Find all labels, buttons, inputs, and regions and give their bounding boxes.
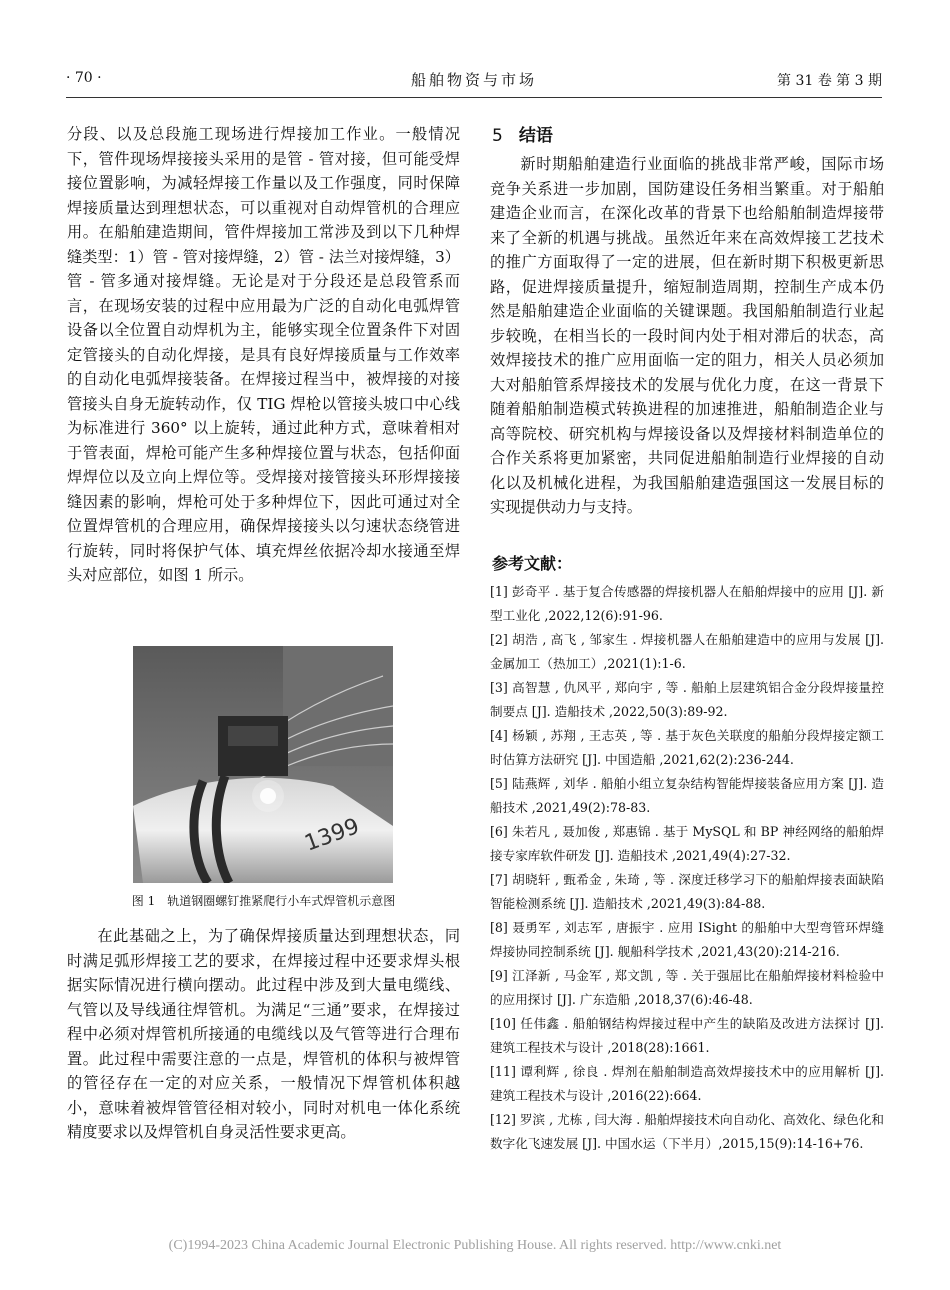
journal-title: 船舶物资与市场 (410, 71, 537, 89)
welding-machine-illustration (133, 646, 393, 883)
reference-item: [2] 胡浩 , 高飞 , 邹家生 . 焊接机器人在船舶建造中的应用与发展 [J]. 金属加工（热加工）,2021(1):1-6. (490, 632, 884, 671)
section-title: 结语 (518, 126, 553, 146)
body-paragraph-2: 在此基础之上，为了确保焊接质量达到理想状态，同时满足弧形焊接工艺的要求，在焊接过程中还要求焊头根据实际情况进行横向摆动。此过程中涉及到大量电缆线、气管以及导线通往焊管机。为满足“三通”要求，在焊接过程中必须对焊管机所接通的电缆线以及气管等进行合理布置。此过程中需要注意的一点是，焊管机的体积与被焊管的管径存在一定的对应关系，一般情况下焊管机体积越小，意味着被焊管管径相对较小，同时对机电一体化系统精度要求以及焊管机自身灵活性要求更高。 (67, 927, 460, 1141)
reference-item: [3] 高智慧 , 仇风平 , 郑向宇 , 等 . 船舶上层建筑铝合金分段焊接量控制要点 [J]. 造船技术 ,2022,50(3):89-92. (490, 680, 884, 719)
reference-item: [12] 罗滨 , 尤栋 , 闫大海 . 船舶焊接技术向自动化、高效化、绿色化和数字化飞速发展 [J]. 中国水运（下半月）,2015,15(9):14-16+76. (490, 1112, 884, 1151)
references-heading: 参考文献： (492, 554, 573, 573)
reference-item: [8] 聂勇军 , 刘志军 , 唐振宇 . 应用 ISight 的船舶中大型弯管环焊缝焊接协同控制系统 [J]. 舰船科学技术 ,2021,43(20):214-216. (490, 920, 884, 959)
reference-item: [4] 杨颖 , 苏翔 , 王志英 , 等 . 基于灰色关联度的船舶分段焊接定额工时估算方法研究 [J]. 中国造船 ,2021,62(2):236-244. (490, 728, 884, 767)
figure-1-photo (133, 646, 393, 883)
reference-item: [11] 谭利辉 , 徐良 . 焊剂在船舶制造高效焊接技术中的应用解析 [J]. 建筑工程技术与设计 ,2016(22):664. (490, 1064, 884, 1103)
volume-issue: 第 31 卷 第 3 期 (777, 73, 882, 89)
page-number: · 70 · (66, 70, 102, 86)
reference-item: [7] 胡晓轩 , 甄希金 , 朱琦 , 等 . 深度迁移学习下的船舶焊接表面缺陷智能检测系统 [J]. 造船技术 ,2021,49(3):84-88. (490, 872, 884, 911)
reference-item: [6] 朱若凡 , 聂加俊 , 郑惠锦 . 基于 MySQL 和 BP 神经网络的船舶焊接专家库软件研发 [J]. 造船技术 ,2021,49(4):27-32. (490, 824, 884, 863)
reference-item: [9] 江泽新 , 马金军 , 郑文凯 , 等 . 关于强屈比在船舶焊接材料检验中的应用探讨 [J]. 广东造船 ,2018,37(6):46-48. (490, 968, 884, 1007)
references-list (490, 580, 884, 1156)
right-column (490, 152, 884, 520)
header-rule (66, 97, 882, 98)
copyright-footer: (C)1994-2023 China Academic Journal Electronic Publishing House. All rights reserved. http://www.cnki.net (168, 1238, 782, 1253)
figure-caption: 图 1 轨道钢圈螺钉推紧爬行小车式焊管机示意图 (131, 894, 396, 908)
pipe-marking: 1399 (301, 813, 363, 857)
page-header (66, 0, 882, 96)
conclusion-paragraph: 新时期船舶建造行业面临的挑战非常严峻，国际市场竞争关系进一步加剧，国防建设任务相当繁重。对于船舶建造企业而言，在深化改革的背景下也给船舶制造焊接带来了全新的机遇与挑战。虽然近年来在高效焊接工艺技术的推广方面取得了一定的进展，但在新时期下积极更新思路，促进焊接质量提升，缩短制造周期，控制生产成本仍然是船舶建造企业面临的关键课题。我国船舶制造行业起步较晚，在相当长的一段时间内处于相对滞后的状态，高效焊接技术的推广应用面临一定的阻力，相关人员必须加大对船舶管系焊接技术的发展与优化力度，在这一背景下随着船舶制造模式转换进程的加速推进，船舶制造企业与高等院校、研究机构与焊接设备以及焊接材料制造单位的合作关系将更加紧密，共同促进船舶制造行业焊接的自动化以及机械化进程，为我国船舶建造强国这一发展目标的实现提供动力与支持。 (490, 155, 884, 516)
reference-item: [1] 彭奇平 . 基于复合传感器的焊接机器人在船舶焊接中的应用 [J]. 新型工业化 ,2022,12(6):91-96. (490, 584, 884, 623)
body-paragraph-1: 分段、以及总段施工现场进行焊接加工作业。一般情况下，管件现场焊接接头采用的是管 - 管对接，但可能受焊接位置影响，为减轻焊接工作量以及工作强度，同时保障焊接质量达到理想状态，可以重视对自动焊管机的合理应用。在船舶建造期间，管件焊接加工常涉及到以下几种焊缝类型：1）管 - 管对接焊缝，2）管 - 法兰对接焊缝，3）管 - 管多通对接焊缝。无论是对于分段还是总段管系而言，在现场安装的过程中应用最为广泛的自动化电弧焊管设备以全位置自动焊机为主，能够实现全位置条件下对固定管接头的自动化焊接，是具有良好焊接质量与工作效率的自动化电弧焊接装备。在焊接过程当中，被焊接的对接管接头自身无旋转动作，仅 TIG 焊枪以管接头坡口中心线为标准进行 360° 以上旋转，通过此种方式，意味着相对于管表面，焊枪可能产生多种焊接位置与状态，包括仰面焊焊位以及立向上焊位等。受焊接对接管接头环形焊接接缝因素的影响，焊枪可处于多种焊位下，因此可通过对全位置焊管机的合理应用，确保焊接接头以匀速状态绕管进行旋转，同时将保护气体、填充焊丝依据冷却水接通至焊头对应部位，如图 1 所示。 (67, 125, 460, 584)
left-column (67, 122, 460, 588)
section-heading (492, 121, 553, 146)
reference-item: [10] 任伟鑫 . 船舶钢结构焊接过程中产生的缺陷及改进方法探讨 [J]. 建筑工程技术与设计 ,2018(28):1661. (490, 1016, 884, 1055)
section-number: 5 (492, 126, 503, 146)
reference-item: [5] 陆燕辉 , 刘华 . 船舶小组立复杂结构智能焊接装备应用方案 [J]. 造船技术 ,2021,49(2):78-83. (490, 776, 884, 815)
